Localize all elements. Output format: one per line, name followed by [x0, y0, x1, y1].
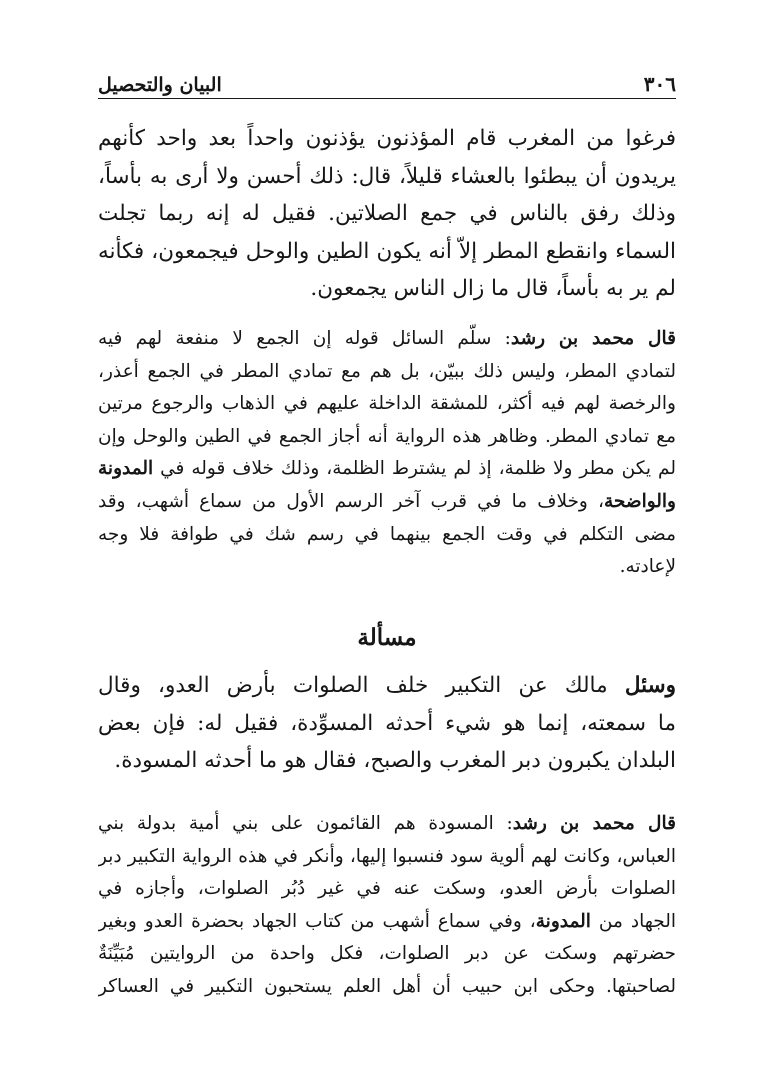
text-line: وذلك رفق بالناس في جمع الصلاتين. فقيل له إنه ربما تجلت [98, 201, 676, 226]
text-line [98, 323, 676, 356]
text-line: السماء وانقطع المطر إلاّ أنه يكون الطين والوحل فيجمعون، فكأنه [98, 238, 676, 264]
book-title: المدونة [98, 458, 154, 480]
text-line [98, 808, 676, 841]
running-title: البيان والتحصيل [98, 74, 222, 96]
text-fragment: ، وخلاف ما في قرب آخر الرسم الأول من سماع أشهب، وقد [98, 490, 605, 512]
text-fragment: : المسودة هم القائمون على بني أمية بدولة بني [98, 813, 513, 834]
text-line: يريدون أن يبطئوا بالعشاء قليلاً، قال: ذلك أحسن ولا أرى به بأساً، [98, 163, 676, 189]
text-fragment: لم يكن مطر ولا ظلمة، إذ لم يشترط الظلمة، وذلك خلاف قوله في [160, 458, 676, 480]
section-heading: مسألة [357, 624, 417, 651]
book-title: المدونة [535, 910, 591, 932]
paragraph-1 [98, 120, 676, 308]
paragraph-4-commentary [98, 808, 676, 1004]
text-fragment: : سلّم السائل قوله إن الجمع لا منفعة لهم فيه [98, 328, 511, 349]
text-line [98, 486, 676, 519]
text-line [98, 453, 676, 486]
paragraph-3 [98, 667, 676, 780]
commentator-label: قال محمد بن رشد [510, 328, 676, 349]
text-fragment: ، وفي سماع أشهب من كتاب الجهاد بحضرة العدو وبغير [98, 910, 536, 932]
text-line: لصاحبتها. وحكى ابن حبيب أن أهل العلم يستحبون التكبير في العساكر [98, 975, 676, 997]
text-fragment: مالك عن التكبير خلف الصلوات بأرض العدو، وقال [98, 673, 625, 698]
text-line: البلدان يكبرون دبر المغرب والصبح، فقال هو ما أحدثه المسودة. [114, 748, 676, 773]
page-header [98, 62, 676, 99]
text-line: مضى التكلم في وقت الجمع بينهما في رسم شك في طوافة فلا وجه [98, 523, 676, 545]
text-line: لتمادي المطر، وليس ذلك ببيّن، بل هم مع تمادي المطر في الجمع أعذر، [98, 360, 676, 382]
page-number: ٣٠٦ [643, 72, 676, 96]
text-line: العباس، وكانت لهم ألوية سود فنسبوا إليها، وأنكر في هذه الرواية التكبير دبر [98, 845, 676, 867]
text-line: والرخصة لهم فيه أكثر، للمشقة الداخلة عليهم في الذهاب والرجوع مرتين [98, 393, 676, 415]
commentator-label: قال محمد بن رشد [512, 813, 676, 834]
text-line: لم ير به بأساً، قال ما زال الناس يجمعون. [310, 276, 676, 301]
question-label: وسئل [624, 673, 676, 698]
paragraph-2-commentary [98, 323, 676, 584]
text-line [98, 906, 676, 939]
text-line: فرغوا من المغرب قام المؤذنون يؤذنون واحداً بعد واحد كأنهم [98, 126, 676, 151]
text-line: الصلوات بأرض العدو، وسكت عنه في غير دُبُر الصلوات، وأجازه في [98, 878, 676, 900]
text-line: حضرتهم وسكت عن دبر الصلوات، فكل واحدة من الروايتين مُبَيِّنَةٌ [98, 943, 676, 965]
text-line [98, 667, 676, 705]
text-fragment: الجهاد من [590, 910, 676, 932]
text-line: ما سمعته، إنما هو شيء أحدثه المسوِّدة، فقيل له: فإن بعض [98, 710, 676, 736]
text-line: مع تمادي المطر. وظاهر هذه الرواية أنه أجاز الجمع في الطين والوحل وإن [98, 425, 676, 447]
text-line: لإعادته. [619, 556, 676, 578]
book-title: والواضحة [604, 490, 676, 512]
